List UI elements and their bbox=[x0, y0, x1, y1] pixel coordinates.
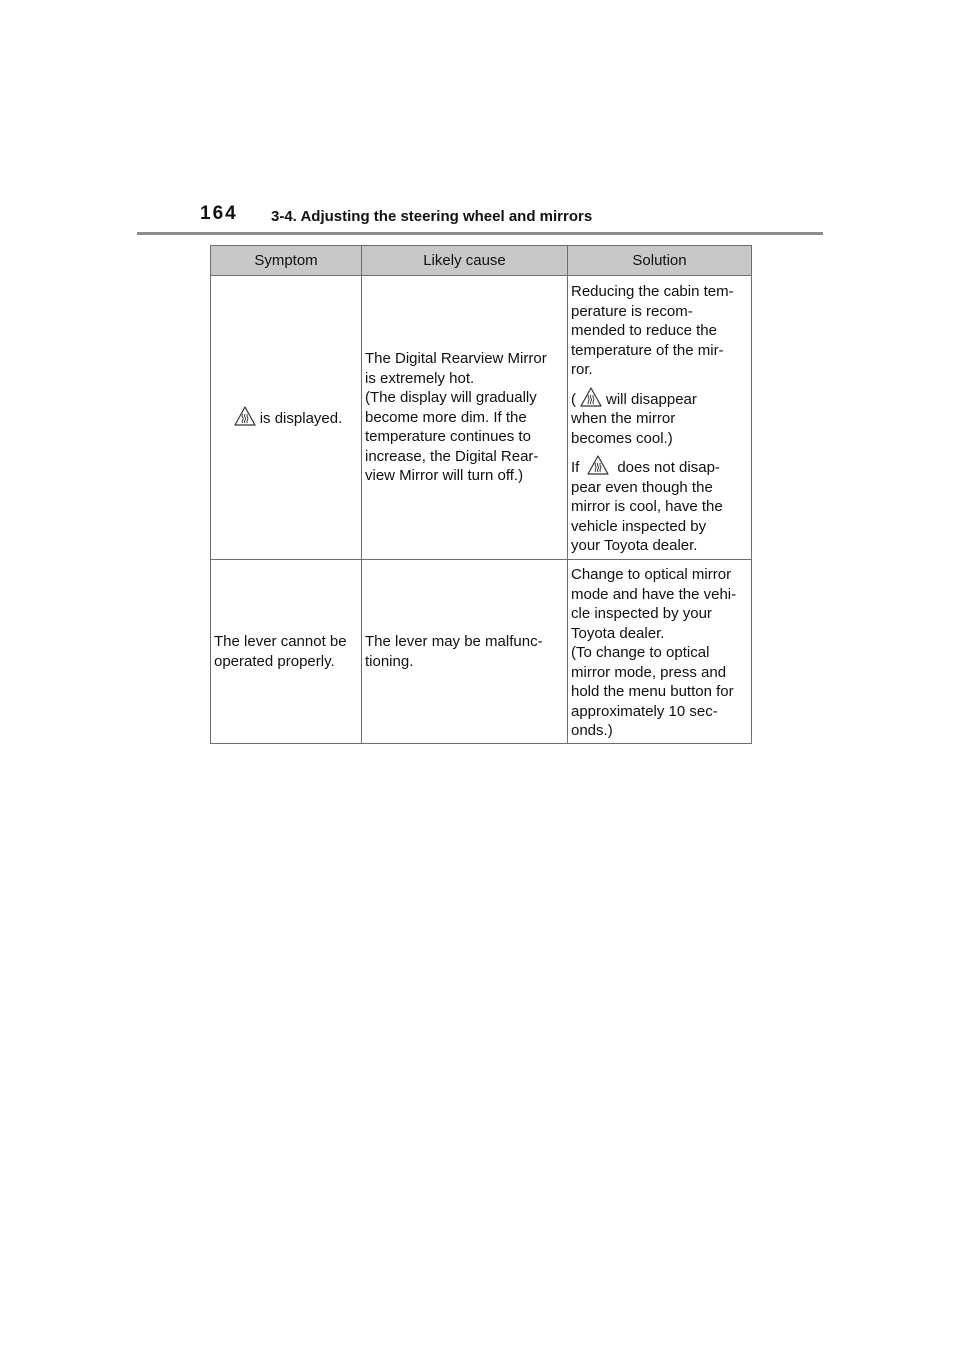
solution-line: cle inspected by your bbox=[571, 605, 712, 622]
cause-line: temperature continues to bbox=[365, 428, 531, 446]
solution-line: mode and have the vehi- bbox=[571, 585, 737, 603]
troubleshooting-table bbox=[210, 245, 752, 744]
solution-line: when the mirror bbox=[571, 410, 676, 427]
solution-line: temperature of the mir- bbox=[571, 341, 724, 359]
symptom-cell bbox=[211, 276, 362, 560]
solution-paragraph bbox=[571, 276, 748, 380]
solution-line: ror. bbox=[571, 361, 593, 378]
solution-line: approximately 10 sec- bbox=[571, 702, 718, 720]
section-title: 3-4. Adjusting the steering wheel and mirrors bbox=[271, 208, 593, 225]
cause-line: tioning. bbox=[365, 652, 414, 670]
solution-text: will disappear bbox=[606, 390, 697, 408]
solution-line bbox=[571, 387, 748, 410]
solution-text: ( bbox=[571, 390, 576, 408]
cause-line: increase, the Digital Rear- bbox=[365, 447, 539, 465]
solution-line: hold the menu button for bbox=[571, 683, 734, 700]
solution-line: Toyota dealer. bbox=[571, 624, 665, 642]
solution-line: vehicle inspected by bbox=[571, 517, 707, 535]
solution-line: pear even though the bbox=[571, 478, 713, 496]
cause-line: The lever may be malfunc- bbox=[365, 633, 543, 650]
symptom-line: The lever cannot be bbox=[214, 633, 347, 650]
solution-text: If bbox=[571, 459, 580, 476]
likely-cause-cell bbox=[362, 276, 568, 560]
solution-line: mirror mode, press and bbox=[571, 663, 727, 681]
symptom-line: operated properly. bbox=[214, 652, 335, 670]
solution-paragraph bbox=[571, 387, 748, 449]
column-header-symptom: Symptom bbox=[211, 246, 362, 276]
cause-line: become more dim. If the bbox=[365, 408, 527, 426]
solution-paragraph bbox=[571, 455, 748, 556]
table-row bbox=[211, 276, 752, 560]
cause-line: The Digital Rearview Mirror bbox=[365, 350, 547, 368]
solution-line: mended to reduce the bbox=[571, 322, 717, 339]
likely-cause-cell bbox=[362, 560, 568, 744]
symptom-cell bbox=[211, 560, 362, 744]
mirror-temperature-warning-icon bbox=[587, 455, 609, 475]
cause-line: (The display will gradually bbox=[365, 389, 537, 407]
table-header-row bbox=[211, 246, 752, 276]
column-header-solution: Solution bbox=[568, 246, 752, 276]
solution-paragraph bbox=[571, 560, 748, 741]
solution-line: onds.) bbox=[571, 722, 613, 739]
cause-line: is extremely hot. bbox=[365, 369, 475, 387]
solution-line: mirror is cool, have the bbox=[571, 498, 723, 515]
mirror-temperature-warning-icon bbox=[580, 387, 602, 407]
solution-line bbox=[571, 455, 748, 478]
solution-line: becomes cool.) bbox=[571, 429, 673, 447]
solution-cell bbox=[568, 276, 752, 560]
header-divider bbox=[137, 232, 823, 235]
solution-text: does not disap- bbox=[617, 459, 720, 476]
mirror-temperature-warning-icon bbox=[234, 406, 256, 426]
page-number: 164 bbox=[200, 203, 238, 224]
solution-line: Reducing the cabin tem- bbox=[571, 283, 734, 300]
column-header-likely-cause: Likely cause bbox=[362, 246, 568, 276]
table-row bbox=[211, 560, 752, 744]
solution-line: your Toyota dealer. bbox=[571, 537, 698, 554]
solution-line: Change to optical mirror bbox=[571, 566, 732, 583]
solution-line: (To change to optical bbox=[571, 644, 710, 661]
cause-line: view Mirror will turn off.) bbox=[365, 467, 524, 485]
solution-line: perature is recom- bbox=[571, 302, 693, 320]
solution-cell bbox=[568, 560, 752, 744]
symptom-text: is displayed. bbox=[259, 410, 343, 428]
